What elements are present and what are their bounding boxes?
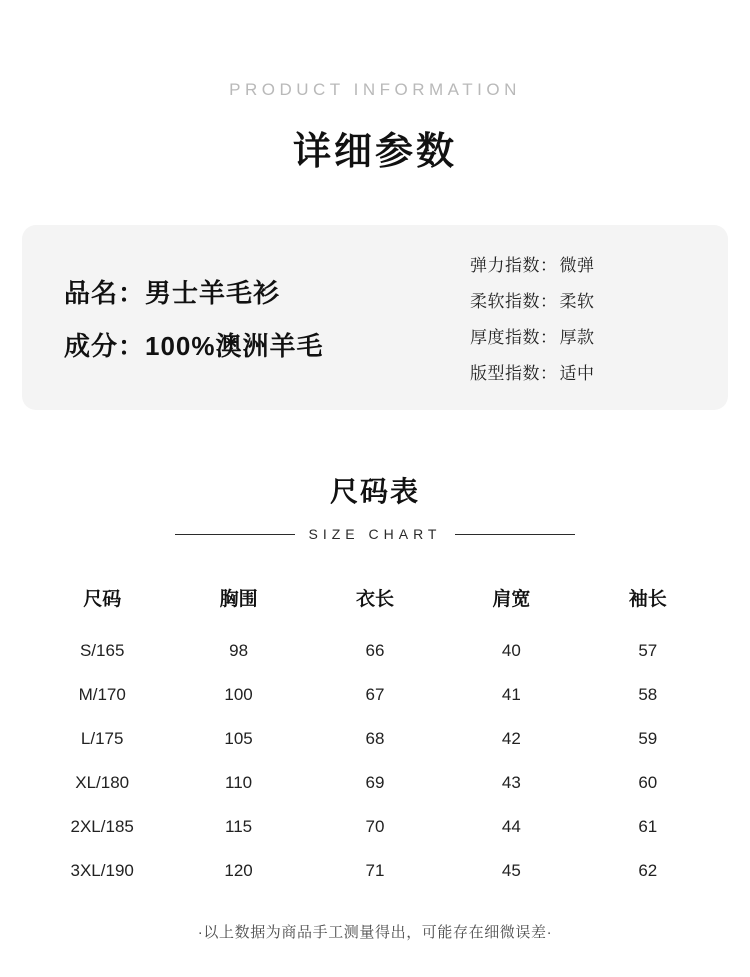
spec-value-softness: 柔软 xyxy=(559,292,595,311)
spec-label-elasticity: 弹力指数： xyxy=(470,256,558,275)
cell-length: 71 xyxy=(365,861,385,880)
page-header xyxy=(0,0,750,175)
spec-row-softness xyxy=(470,287,686,312)
product-material-row xyxy=(64,326,464,363)
product-info-specs xyxy=(464,240,686,395)
cell-sleeve: 61 xyxy=(638,817,658,836)
cell-shoulder: 45 xyxy=(501,861,521,880)
cell-size: XL/180 xyxy=(75,773,130,792)
product-name-value: 男士羊毛衫 xyxy=(145,277,281,308)
size-chart-subtitle: SIZE CHART xyxy=(308,526,442,542)
product-info-panel xyxy=(22,225,728,410)
column-header-shoulder: 肩宽 xyxy=(492,589,531,610)
measurement-disclaimer: ·以上数据为商品手工测量得出，可能存在细微误差· xyxy=(197,924,553,941)
product-info-primary xyxy=(64,257,464,379)
spec-label-fit: 版型指数： xyxy=(470,364,558,383)
cell-chest: 98 xyxy=(229,641,249,660)
cell-size: M/170 xyxy=(78,685,126,704)
cell-shoulder: 42 xyxy=(501,729,521,748)
column-header-length: 衣长 xyxy=(355,589,394,610)
table-row xyxy=(34,761,716,805)
cell-size: 2XL/185 xyxy=(70,817,134,836)
cell-sleeve: 57 xyxy=(638,641,658,660)
column-header-chest: 胸围 xyxy=(219,589,258,610)
spec-label-softness: 柔软指数： xyxy=(470,292,558,311)
divider-right xyxy=(455,534,575,535)
eyebrow-text: PRODUCT INFORMATION xyxy=(229,80,521,99)
cell-length: 67 xyxy=(365,685,385,704)
table-header-row xyxy=(34,576,716,629)
size-chart-title: 尺码表 xyxy=(329,476,420,507)
page-title: 详细参数 xyxy=(292,131,457,173)
cell-sleeve: 62 xyxy=(638,861,658,880)
cell-chest: 110 xyxy=(225,773,253,792)
cell-length: 70 xyxy=(365,817,385,836)
cell-chest: 105 xyxy=(224,729,253,748)
cell-shoulder: 44 xyxy=(501,817,521,836)
cell-sleeve: 59 xyxy=(638,729,658,748)
product-name-label: 品名： xyxy=(64,277,146,308)
table-row xyxy=(34,629,716,673)
spec-value-fit: 适中 xyxy=(559,364,595,383)
spec-label-thickness: 厚度指数： xyxy=(470,328,558,347)
spec-value-thickness: 厚款 xyxy=(559,328,595,347)
cell-size: S/165 xyxy=(79,641,125,660)
size-chart-table xyxy=(34,576,716,893)
cell-length: 66 xyxy=(365,641,385,660)
spec-row-fit xyxy=(470,359,686,384)
table-row xyxy=(34,717,716,761)
cell-shoulder: 41 xyxy=(501,685,521,704)
table-row xyxy=(34,805,716,849)
product-material-label: 成分： xyxy=(64,330,146,361)
cell-length: 68 xyxy=(365,729,385,748)
product-name-row xyxy=(64,273,464,310)
cell-shoulder: 43 xyxy=(501,773,521,792)
size-chart-header xyxy=(0,470,750,542)
table-row xyxy=(34,673,716,717)
cell-size: 3XL/190 xyxy=(70,861,134,880)
size-chart-thead xyxy=(34,576,716,629)
table-row xyxy=(34,849,716,893)
cell-chest: 115 xyxy=(225,817,253,836)
cell-chest: 120 xyxy=(224,861,253,880)
divider-left xyxy=(175,534,295,535)
cell-length: 69 xyxy=(365,773,385,792)
product-material-value: 100%澳洲羊毛 xyxy=(145,330,324,361)
spec-value-elasticity: 微弹 xyxy=(559,256,595,275)
column-header-size: 尺码 xyxy=(83,589,122,610)
cell-sleeve: 58 xyxy=(638,685,658,704)
cell-size: L/175 xyxy=(80,729,124,748)
spec-row-thickness xyxy=(470,323,686,348)
cell-shoulder: 40 xyxy=(501,641,521,660)
size-chart-tbody xyxy=(34,629,716,893)
spec-row-elasticity xyxy=(470,251,686,276)
cell-sleeve: 60 xyxy=(638,773,658,792)
column-header-sleeve: 袖长 xyxy=(628,589,667,610)
cell-chest: 100 xyxy=(224,685,253,704)
size-chart-subtitle-row xyxy=(0,526,750,542)
